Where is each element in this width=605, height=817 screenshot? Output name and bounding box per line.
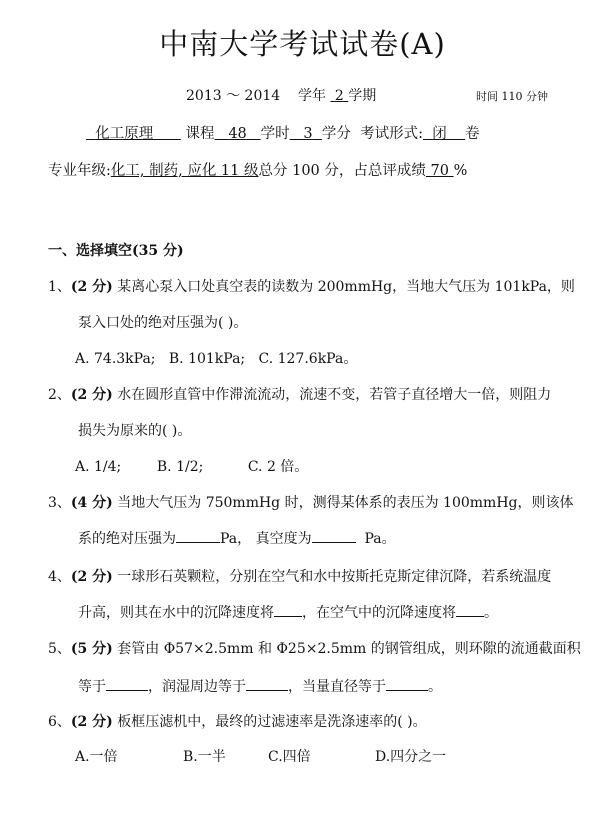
academic-year-line [186,85,376,105]
question-6-option-b: B.一半 [183,749,226,765]
exam-form-value: 闭 [432,126,447,142]
exam-title: 中南大学考试试卷(A) [159,27,446,61]
hours-value: 48 [228,126,247,142]
question-points: (2 分) [70,279,113,295]
exam-form-suffix: 卷 [465,126,480,142]
question-6-option-a: A.一倍 [75,749,118,765]
option-c: C. 127.6kPa。 [258,351,358,367]
question-6-option-d: D.四分之一 [375,749,447,765]
option-a: A. 1/4; [75,459,122,475]
question-text: 系的绝对压强为 [78,531,176,547]
percent-sign: % [453,163,468,179]
question-6-line-1 [48,711,427,731]
question-points: (2 分) [70,387,113,403]
question-points: (2 分) [70,714,113,730]
answer-blank[interactable] [106,677,148,691]
question-points: (2 分) [70,569,113,585]
semester-label: 学期 [348,88,377,104]
answer-blank[interactable] [312,529,356,543]
question-text: Pa。 [364,531,396,547]
answer-blank[interactable] [274,603,302,617]
option-b: B. 101kPa; [168,351,246,367]
question-3-line-1 [48,492,574,512]
question-number: 2、 [48,387,71,403]
question-3-line-2 [78,528,396,548]
option-a: A. 74.3kPa; [75,351,156,367]
question-text: 水在圆形直管中作滞流流动，流速不变，若管子直径增大一倍，则阻力 [117,387,552,403]
question-2-line-2: 损失为原来的( )。 [78,423,192,439]
question-number: 5、 [48,641,71,657]
question-points: (5 分) [70,641,113,657]
section-title: 一、选择填空(35 分) [48,243,184,259]
answer-blank[interactable] [386,677,428,691]
question-text: 升高，则其在水中的沉降速度将 [78,605,274,621]
question-4-line-1 [48,566,551,586]
answer-blank[interactable] [456,603,484,617]
question-text: Pa， 真空度为 [220,531,312,547]
question-text: 一球形石英颗粒，分别在空气和水中按斯托克斯定律沉降，若系统温度 [117,569,552,585]
answer-blank[interactable] [176,529,220,543]
question-text: 套管由 Φ57×2.5mm 和 Φ25×2.5mm 的钢管组成，则环隙的流通截面积 [117,641,581,657]
option-c: C. 2 倍。 [247,459,309,475]
course-name: 化工原理 [95,126,154,142]
hours-label: 学时 [260,126,290,142]
question-text: ，在空气中的沉降速度将 [302,605,456,621]
question-text: 。 [484,605,498,621]
total-text: 总分 100 分，占总评成绩 [258,163,426,179]
year-end: 2014 [244,88,281,104]
question-text: 某离心泵入口处真空表的读数为 200mmHg，当地大气压为 101kPa，则 [117,279,575,295]
year-start: 2013 [186,88,222,104]
question-number: 6、 [48,714,71,730]
major-line [48,159,467,180]
year-tilde: ～ [226,88,241,104]
question-1-line-2: 泵入口处的绝对压强为( )。 [78,315,248,331]
question-text: 板框压滤机中，最终的过滤速率是洗涤速率的( )。 [117,714,427,730]
question-number: 1、 [48,279,71,295]
option-b: B. 1/2; [156,459,204,475]
question-4-line-2 [78,602,498,622]
exam-form-label: 考试形式: [360,126,423,142]
question-2-line-1 [48,384,551,404]
question-points: (4 分) [70,495,113,511]
academic-year-label: 学年 [298,88,326,104]
credits-label: 学分 [321,126,351,142]
percent-value: 70 [430,163,449,179]
question-2-options [75,456,308,476]
major-value: 化工, 制药, 应化 11 级 [110,163,259,179]
question-text: ，润湿周边等于 [148,679,246,695]
major-label: 专业年级: [48,163,111,179]
course-line [86,122,480,143]
question-1-options [75,348,357,368]
course-label: 课程 [185,126,215,142]
question-text: 当地大气压为 750mmHg 时，测得某体系的表压为 100mmHg，则该体 [117,495,574,511]
time-note: 时间 110 分钟 [476,90,548,103]
question-1-line-1 [48,276,575,296]
answer-blank[interactable] [246,677,288,691]
question-number: 3、 [48,495,71,511]
question-text: 。 [428,679,442,695]
question-text: ，当量直径等于 [288,679,386,695]
question-5-line-1 [48,638,581,658]
semester-value: 2 [334,88,344,104]
credits-value: 3 [303,126,313,142]
question-text: 等于 [78,679,106,695]
question-5-line-2 [78,676,442,696]
question-number: 4、 [48,569,71,585]
question-6-option-c: C.四倍 [268,749,311,765]
